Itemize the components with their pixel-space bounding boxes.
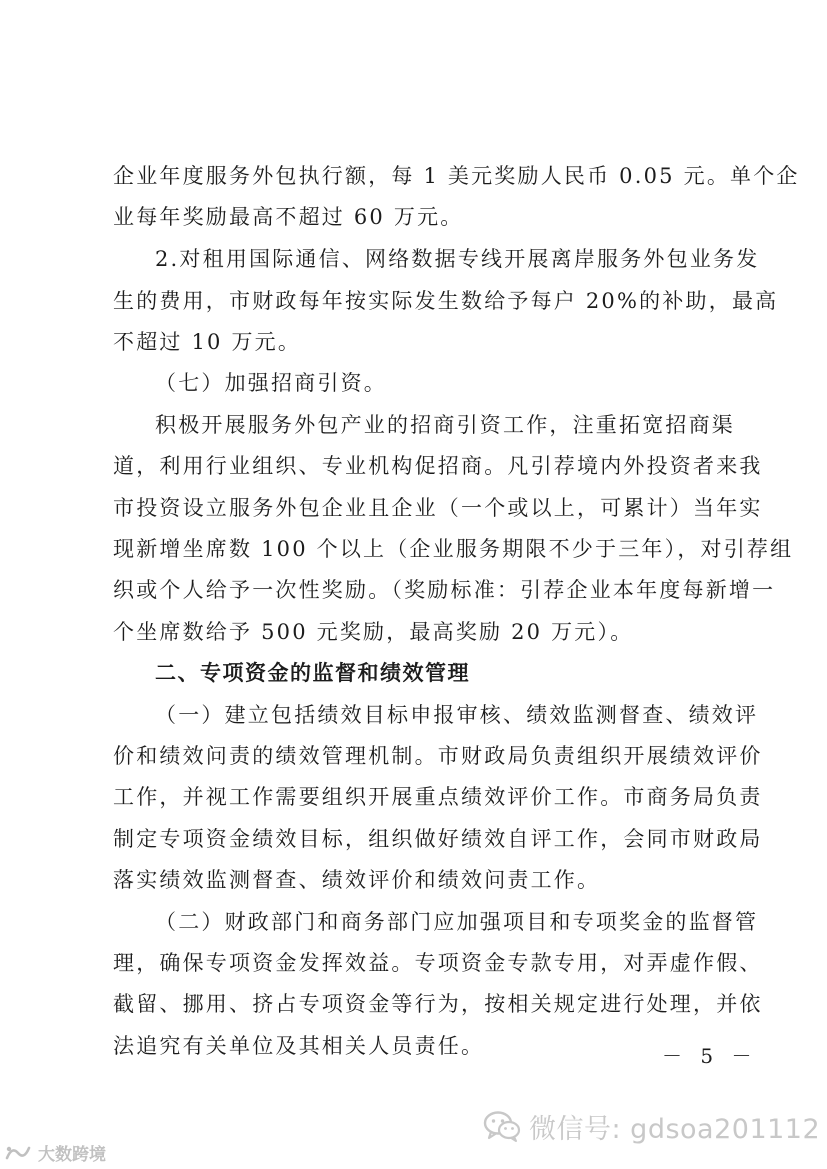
- wechat-watermark: [483, 1106, 820, 1146]
- body-line: 法追究有关单位及其相关人员责任。: [113, 1034, 485, 1058]
- body-line: 不超过 10 万元。: [113, 330, 302, 354]
- body-line: 理，确保专项资金发挥效益。专项资金专款专用，对弄虚作假、: [113, 951, 763, 975]
- brand-mark-icon: [4, 1143, 32, 1163]
- body-line: 截留、挪用、挤占专项资金等行为，按相关规定进行处理，并依: [113, 992, 763, 1016]
- body-line: 生的费用，市财政每年按实际发生数给予每户 20%的补助，最高: [113, 289, 779, 313]
- section-subheading: （七）加强招商引资。: [155, 371, 387, 395]
- body-line: 企业年度服务外包执行额，每 1 美元奖励人民币 0.05 元。单个企: [113, 164, 800, 188]
- body-line: 织或个人给予一次性奖励。（奖励标准：引荐企业本年度每新增一: [113, 578, 776, 602]
- section-heading: 二、专项资金的监督和绩效管理: [155, 661, 470, 685]
- body-line: 个坐席数给予 500 元奖励，最高奖励 20 万元）。: [113, 620, 634, 644]
- body-line: 现新增坐席数 100 个以上（企业服务期限不少于三年），对引荐组: [113, 537, 794, 561]
- wechat-icon: [483, 1110, 521, 1142]
- body-line: 工作，并视工作需要组织开展重点绩效评价工作。市商务局负责: [113, 785, 763, 809]
- body-line: （二）财政部门和商务部门应加强项目和专项奖金的监督管: [155, 910, 759, 934]
- body-line: 价和绩效问责的绩效管理机制。市财政局负责组织开展绩效评价: [113, 744, 763, 768]
- body-line: 积极开展服务外包产业的招商引资工作，注重拓宽招商渠: [155, 413, 735, 437]
- body-line: 道，利用行业组织、专业机构促招商。凡引荐境内外投资者来我: [113, 454, 763, 478]
- body-line: 业每年奖励最高不超过 60 万元。: [113, 205, 464, 229]
- page-number: － 5 －: [662, 1044, 758, 1068]
- wechat-id-text: 微信号: gdsoa201112: [529, 1113, 821, 1145]
- brand-logo: [4, 1140, 106, 1165]
- body-line: （一）建立包括绩效目标申报审核、绩效监测督查、绩效评: [155, 703, 759, 727]
- body-line: 2.对租用国际通信、网络数据专线开展离岸服务外包业务发: [155, 247, 760, 271]
- brand-logo-text: 大数跨境: [38, 1145, 106, 1165]
- body-line: 制定专项资金绩效目标，组织做好绩效自评工作，会同市财政局: [113, 827, 763, 851]
- body-line: 市投资设立服务外包企业且企业（一个或以上，可累计）当年实: [113, 496, 763, 520]
- body-line: 落实绩效监测督查、绩效评价和绩效问责工作。: [113, 868, 601, 892]
